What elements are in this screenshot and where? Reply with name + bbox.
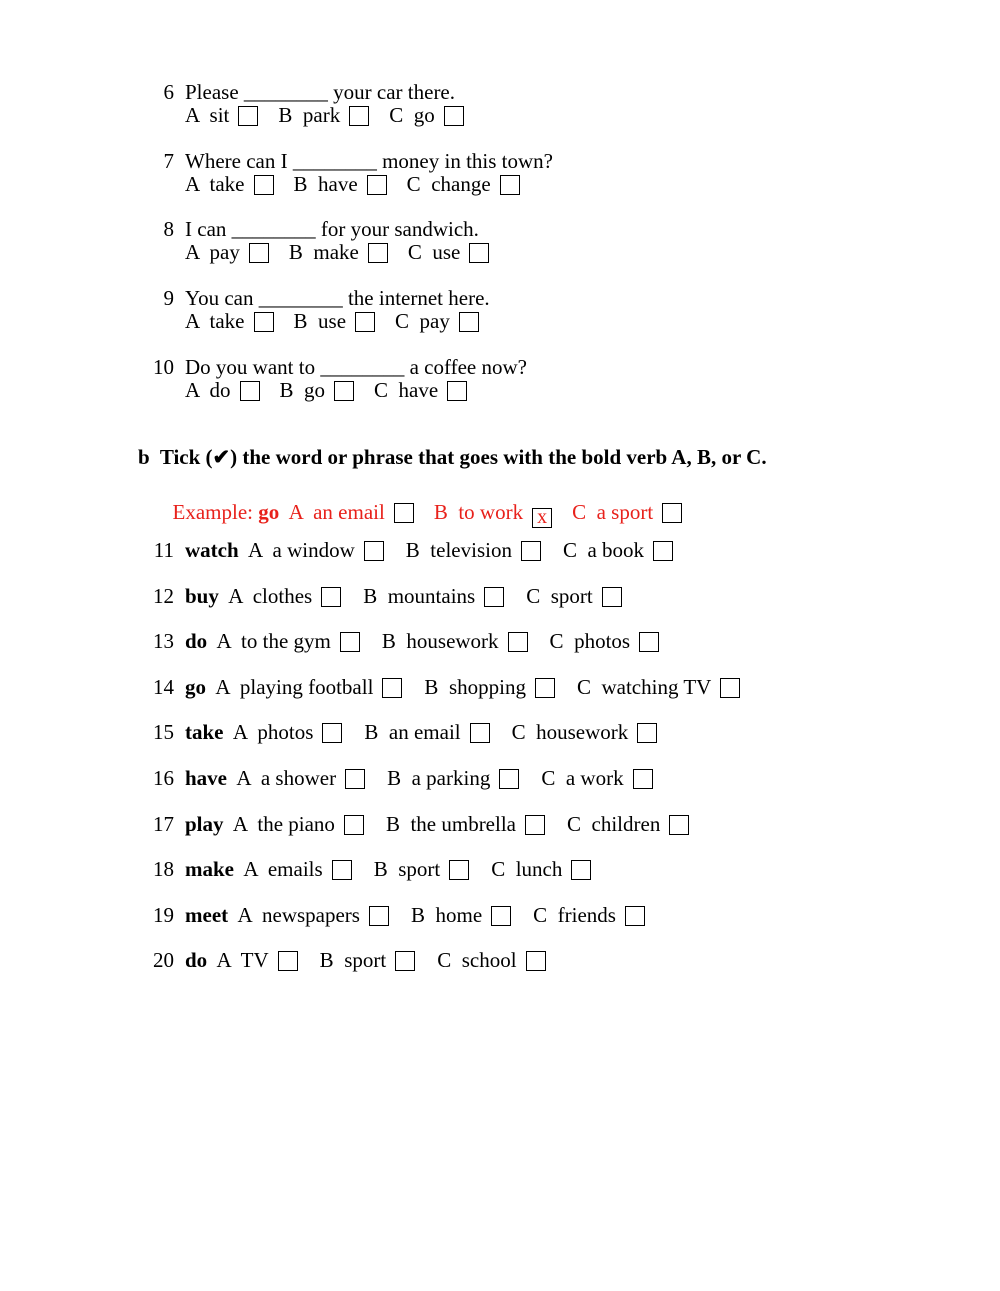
- answer-checkbox[interactable]: [508, 632, 528, 652]
- option-text: sit: [209, 103, 230, 127]
- option-text: to the gym: [241, 629, 331, 653]
- answer-checkbox[interactable]: [499, 769, 519, 789]
- answer-checkbox[interactable]: [633, 769, 653, 789]
- answer-blank[interactable]: ________: [243, 80, 328, 104]
- option-text: housework: [406, 629, 499, 653]
- option-a: [228, 584, 341, 608]
- answer-checkbox[interactable]: [639, 632, 659, 652]
- option-text: go: [304, 378, 326, 402]
- option-letter: B: [288, 240, 303, 264]
- option-c: [389, 103, 464, 127]
- option-letter: C: [526, 584, 541, 608]
- question-sentence: [185, 286, 490, 310]
- option-text: have: [318, 172, 358, 196]
- option-a: [236, 766, 365, 790]
- option-text: shopping: [448, 675, 526, 699]
- option-c: [541, 766, 652, 790]
- answer-checkbox[interactable]: [484, 587, 504, 607]
- answer-checkbox[interactable]: [321, 587, 341, 607]
- option-text: housework: [536, 720, 629, 744]
- option-letter: B: [293, 309, 308, 333]
- option-text: watching TV: [601, 675, 712, 699]
- question-15: [185, 720, 657, 744]
- option-a: [185, 240, 269, 264]
- options-row: [185, 240, 489, 264]
- option-text: pay: [209, 240, 240, 264]
- option-c: [407, 172, 520, 196]
- answer-checkbox[interactable]: [525, 815, 545, 835]
- options-row: [185, 103, 464, 127]
- option-b: [411, 903, 511, 927]
- answer-checkbox[interactable]: [332, 860, 352, 880]
- answer-checkbox[interactable]: [625, 906, 645, 926]
- answer-checkbox[interactable]: [344, 815, 364, 835]
- option-c: [550, 629, 660, 653]
- option-text: playing football: [239, 675, 374, 699]
- option-a: [185, 378, 260, 402]
- option-b: [406, 538, 541, 562]
- option-letter: C: [541, 766, 556, 790]
- option-a: [185, 172, 274, 196]
- answer-checkbox[interactable]: [447, 381, 467, 401]
- option-b: [289, 240, 388, 264]
- option-text: go: [413, 103, 435, 127]
- option-b: [424, 675, 555, 699]
- option-text: friends: [557, 903, 616, 927]
- question-number: 9: [163, 286, 174, 310]
- example-verb: go: [258, 500, 280, 524]
- sentence-end: your car there.: [327, 80, 456, 104]
- sentence-end: the internet here.: [342, 286, 490, 310]
- option-text: use: [432, 240, 461, 264]
- option-a: [243, 857, 351, 881]
- question-number: 6: [163, 80, 174, 104]
- answer-checkbox[interactable]: [521, 541, 541, 561]
- option-letter: B: [385, 812, 400, 836]
- option-letter: A: [228, 584, 243, 608]
- option-letter: C: [437, 948, 452, 972]
- answer-checkbox[interactable]: [345, 769, 365, 789]
- option-text: a parking: [411, 766, 491, 790]
- question-13: [185, 629, 659, 653]
- option-text: an email: [388, 720, 461, 744]
- answer-checkbox[interactable]: [367, 175, 387, 195]
- option-text: a work: [565, 766, 624, 790]
- answer-checkbox[interactable]: [637, 723, 657, 743]
- sentence-start: Do you want to: [185, 355, 321, 379]
- sentence-start: You can: [185, 286, 259, 310]
- option-letter: B: [319, 948, 334, 972]
- answer-checkbox[interactable]: [395, 951, 415, 971]
- example-checkbox-c[interactable]: [662, 503, 682, 523]
- bold-verb: do: [185, 948, 208, 972]
- option-text: sport: [398, 857, 441, 881]
- option-text: the piano: [257, 812, 335, 836]
- option-text: use: [318, 309, 347, 333]
- question-20: [185, 948, 546, 972]
- part-b-heading: [138, 445, 767, 469]
- option-text: home: [435, 903, 483, 927]
- option-letter: B: [381, 629, 396, 653]
- option-text: emails: [267, 857, 323, 881]
- answer-checkbox[interactable]: [254, 175, 274, 195]
- option-text: newspapers: [262, 903, 360, 927]
- answer-checkbox[interactable]: [526, 951, 546, 971]
- option-text: mountains: [387, 584, 476, 608]
- option-letter: C: [407, 240, 422, 264]
- option-text: park: [302, 103, 341, 127]
- question-number: 12: [153, 584, 174, 608]
- answer-checkbox[interactable]: [278, 951, 298, 971]
- option-text: take: [209, 309, 245, 333]
- question-number: 8: [163, 217, 174, 241]
- option-letter: B: [373, 857, 388, 881]
- option-letter: A: [185, 172, 200, 196]
- question-number: 20: [153, 948, 174, 972]
- option-text: lunch: [515, 857, 563, 881]
- option-a: [215, 675, 402, 699]
- question-sentence: [185, 217, 479, 241]
- bold-verb: buy: [185, 584, 219, 608]
- question-14: [185, 675, 740, 699]
- answer-blank[interactable]: ________: [292, 149, 377, 173]
- answer-checkbox[interactable]: [340, 632, 360, 652]
- options-row: [185, 378, 467, 402]
- answer-checkbox[interactable]: [500, 175, 520, 195]
- sentence-start: Please: [185, 80, 244, 104]
- option-text: clothes: [252, 584, 313, 608]
- option-a: [185, 309, 274, 333]
- question-number: 18: [153, 857, 174, 881]
- option-text: make: [313, 240, 359, 264]
- sentence-start: Where can I: [185, 149, 293, 173]
- sentence-start: I can: [185, 217, 232, 241]
- option-text: sport: [550, 584, 593, 608]
- option-c: [491, 857, 591, 881]
- option-letter: A: [185, 103, 200, 127]
- example-checkbox-b[interactable]: x: [532, 508, 552, 528]
- example-option-c: [572, 500, 682, 524]
- option-letter: A: [248, 538, 263, 562]
- question-17: [185, 812, 689, 836]
- answer-checkbox[interactable]: [364, 541, 384, 561]
- option-a: [237, 903, 388, 927]
- option-letter: A: [236, 766, 251, 790]
- option-letter: C: [395, 309, 410, 333]
- question-number: 19: [153, 903, 174, 927]
- question-number: 16: [153, 766, 174, 790]
- option-letter: C: [562, 538, 577, 562]
- option-a: [217, 948, 298, 972]
- question-sentence: [185, 355, 527, 379]
- option-text: a book: [587, 538, 645, 562]
- question-number: 11: [153, 538, 174, 562]
- option-text: television: [430, 538, 512, 562]
- bold-verb: meet: [185, 903, 229, 927]
- option-letter: B: [278, 103, 293, 127]
- example-option-a: [289, 500, 414, 524]
- answer-checkbox[interactable]: [355, 312, 375, 332]
- answer-checkbox[interactable]: [369, 906, 389, 926]
- options-row: [185, 172, 520, 196]
- bold-verb: play: [185, 812, 224, 836]
- bold-verb: have: [185, 766, 227, 790]
- option-letter: B: [405, 538, 420, 562]
- option-text: TV: [240, 948, 269, 972]
- option-text: photos: [574, 629, 631, 653]
- option-letter: A: [216, 629, 231, 653]
- option-letter: A: [185, 309, 200, 333]
- option-a: [217, 629, 360, 653]
- option-letter: C: [511, 720, 526, 744]
- answer-blank[interactable]: ________: [231, 217, 316, 241]
- bold-verb: do: [185, 629, 208, 653]
- example-option-letter: A: [288, 500, 303, 524]
- option-text: do: [209, 378, 231, 402]
- part-b-instruction: Tick (✔) the word or phrase that goes with the bold verb A, B, or C.: [159, 445, 767, 469]
- answer-checkbox[interactable]: [669, 815, 689, 835]
- answer-checkbox[interactable]: [254, 312, 274, 332]
- option-b: [382, 629, 528, 653]
- option-letter: A: [185, 240, 200, 264]
- example-option-b: [433, 500, 552, 528]
- option-b: [280, 378, 355, 402]
- option-text: change: [431, 172, 491, 196]
- answer-blank[interactable]: ________: [258, 286, 343, 310]
- option-a: [233, 720, 343, 744]
- option-c: [374, 378, 467, 402]
- question-number: 14: [153, 675, 174, 699]
- question-number: 15: [153, 720, 174, 744]
- option-text: the umbrella: [410, 812, 516, 836]
- option-text: have: [398, 378, 439, 402]
- answer-checkbox[interactable]: [238, 106, 258, 126]
- sentence-end: money in this town?: [376, 149, 553, 173]
- question-sentence: [185, 80, 455, 104]
- sentence-end: for your sandwich.: [315, 217, 479, 241]
- example-option-text: a sport: [596, 500, 654, 524]
- option-b: [294, 172, 387, 196]
- option-text: a shower: [260, 766, 337, 790]
- answer-checkbox[interactable]: [322, 723, 342, 743]
- option-letter: C: [491, 857, 506, 881]
- option-b: [294, 309, 376, 333]
- answer-checkbox[interactable]: [535, 678, 555, 698]
- option-c: [437, 948, 545, 972]
- bold-verb: make: [185, 857, 234, 881]
- option-letter: A: [237, 903, 252, 927]
- option-b: [374, 857, 470, 881]
- option-c: [408, 240, 490, 264]
- option-letter: B: [363, 584, 378, 608]
- option-c: [526, 584, 622, 608]
- example-checkbox-a[interactable]: [394, 503, 414, 523]
- answer-checkbox[interactable]: [449, 860, 469, 880]
- option-letter: B: [293, 172, 308, 196]
- answer-checkbox[interactable]: [368, 243, 388, 263]
- bold-verb: go: [185, 675, 206, 699]
- option-letter: A: [185, 378, 200, 402]
- sentence-end: a coffee now?: [404, 355, 527, 379]
- question-number: 7: [163, 149, 174, 173]
- option-c: [512, 720, 658, 744]
- option-c: [567, 812, 689, 836]
- option-text: sport: [344, 948, 387, 972]
- option-b: [386, 812, 545, 836]
- options-row: [185, 309, 479, 333]
- question-number: 17: [153, 812, 174, 836]
- option-letter: C: [374, 378, 389, 402]
- option-text: school: [461, 948, 517, 972]
- option-text: a window: [272, 538, 355, 562]
- option-b: [364, 720, 489, 744]
- option-letter: C: [406, 172, 421, 196]
- example-prefix: Example:: [172, 500, 253, 524]
- question-16: [185, 766, 653, 790]
- option-c: [395, 309, 479, 333]
- option-letter: A: [215, 675, 230, 699]
- option-letter: C: [567, 812, 582, 836]
- question-18: [185, 857, 591, 881]
- option-a: [185, 103, 258, 127]
- example-option-text: an email: [313, 500, 385, 524]
- answer-checkbox[interactable]: [382, 678, 402, 698]
- option-text: photos: [257, 720, 314, 744]
- option-text: take: [209, 172, 245, 196]
- answer-checkbox[interactable]: [653, 541, 673, 561]
- option-b: [387, 766, 519, 790]
- answer-checkbox[interactable]: [469, 243, 489, 263]
- example-option-letter: B: [433, 500, 448, 524]
- question-19: [185, 903, 645, 927]
- option-letter: C: [533, 903, 548, 927]
- option-b: [363, 584, 504, 608]
- option-letter: B: [424, 675, 439, 699]
- option-letter: C: [389, 103, 404, 127]
- answer-checkbox[interactable]: [720, 678, 740, 698]
- answer-checkbox[interactable]: [444, 106, 464, 126]
- example-row: [162, 476, 682, 528]
- question-sentence: [185, 149, 553, 173]
- option-letter: B: [387, 766, 402, 790]
- example-option-letter: C: [572, 500, 587, 524]
- question-number: 10: [153, 355, 174, 379]
- option-text: children: [591, 812, 661, 836]
- option-letter: B: [410, 903, 425, 927]
- question-12: [185, 584, 622, 608]
- answer-checkbox[interactable]: [571, 860, 591, 880]
- question-11: [185, 538, 673, 562]
- answer-checkbox[interactable]: [240, 381, 260, 401]
- example-option-text: to work: [458, 500, 524, 524]
- part-b-label: b: [138, 445, 150, 469]
- answer-checkbox[interactable]: [459, 312, 479, 332]
- bold-verb: take: [185, 720, 224, 744]
- answer-blank[interactable]: ________: [320, 355, 405, 379]
- option-b: [278, 103, 369, 127]
- option-c: [577, 675, 740, 699]
- answer-checkbox[interactable]: [349, 106, 369, 126]
- option-c: [533, 903, 645, 927]
- answer-checkbox[interactable]: [470, 723, 490, 743]
- answer-checkbox[interactable]: [334, 381, 354, 401]
- bold-verb: watch: [185, 538, 239, 562]
- option-letter: A: [243, 857, 258, 881]
- option-letter: B: [364, 720, 379, 744]
- answer-checkbox[interactable]: [602, 587, 622, 607]
- option-a: [233, 812, 364, 836]
- option-letter: A: [216, 948, 231, 972]
- option-a: [248, 538, 384, 562]
- answer-checkbox[interactable]: [249, 243, 269, 263]
- option-text: pay: [419, 309, 450, 333]
- option-letter: B: [279, 378, 294, 402]
- option-b: [320, 948, 416, 972]
- option-letter: A: [232, 720, 247, 744]
- option-letter: C: [549, 629, 564, 653]
- question-number: 13: [153, 629, 174, 653]
- answer-checkbox[interactable]: [491, 906, 511, 926]
- option-letter: C: [576, 675, 591, 699]
- option-letter: A: [232, 812, 247, 836]
- option-c: [563, 538, 673, 562]
